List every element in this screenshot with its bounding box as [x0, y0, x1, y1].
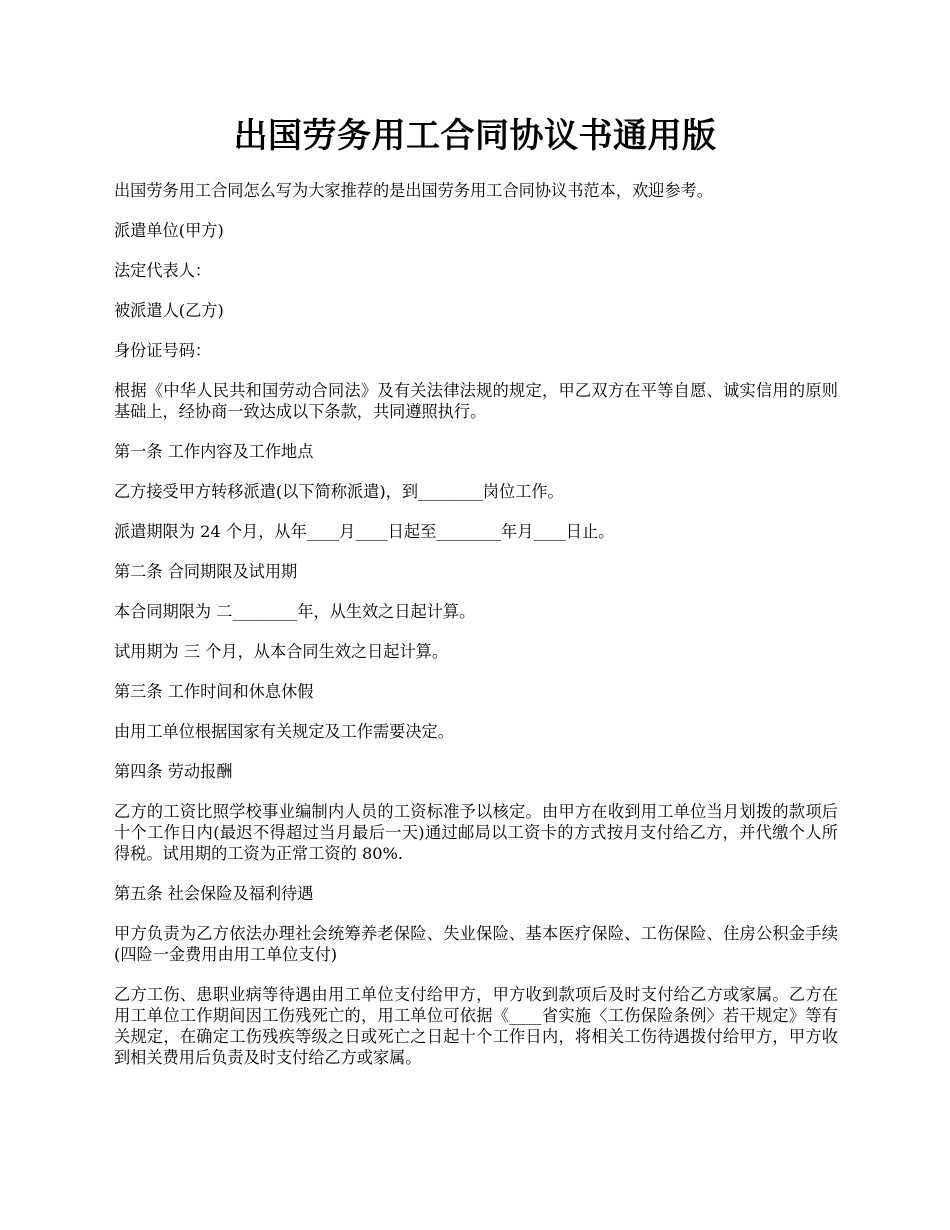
- article-4-content: 乙方的工资比照学校事业编制内人员的工资标准予以核定。由甲方在收到用工单位当月划拨的款项后十个工作日内(最迟不得超过当月最后一天)通过邮局以工资卡的方式按月支付给乙方，并代缴个人所得税。试用期的工资为正常工资的 80%.: [114, 802, 838, 863]
- article-2-heading: 第二条 合同期限及试用期: [114, 562, 298, 581]
- id-number-label: 身份证号码：: [114, 341, 212, 360]
- article-2-contract-term: 本合同期限为 二________年，从生效之日起计算。: [114, 602, 476, 621]
- article-1-position: 乙方接受甲方转移派遣(以下简称派遣)，到________岗位工作。: [114, 482, 564, 501]
- preamble-paragraph: 根据《中华人民共和国劳动合同法》及有关法律法规的规定，甲乙双方在平等自愿、诚实信用的原则基础上，经协商一致达成以下条款，共同遵照执行。: [114, 381, 838, 421]
- article-4-heading: 第四条 劳动报酬: [114, 762, 233, 781]
- article-1-term: 派遣期限为 24 个月，从年____月____日起至________年月____日止。: [114, 522, 615, 541]
- party-a-label: 派遣单位(甲方): [114, 221, 224, 240]
- article-3-heading: 第三条 工作时间和休息休假: [114, 682, 314, 701]
- article-5-heading: 第五条 社会保险及福利待遇: [114, 884, 314, 903]
- article-3-content: 由用工单位根据国家有关规定及工作需要决定。: [114, 722, 454, 741]
- article-5-insurance: 甲方负责为乙方依法办理社会统筹养老保险、失业保险、基本医疗保险、工伤保险、住房公积金手续(四险一金费用由用工单位支付): [114, 924, 838, 964]
- article-2-probation: 试用期为 三 个月，从本合同生效之日起计算。: [114, 642, 449, 661]
- document-body: [114, 180, 838, 1087]
- intro-paragraph: 出国劳务用工合同怎么写为大家推荐的是出国劳务用工合同协议书范本，欢迎参考。: [114, 181, 713, 200]
- document-title: 出国劳务用工合同协议书通用版: [233, 116, 717, 156]
- article-5-injury: 乙方工伤、患职业病等待遇由用工单位支付给甲方，甲方收到款项后及时支付给乙方或家属。乙方在用工单位工作期间因工伤残死亡的，用工单位可依据《____省实施〈工伤保险条例〉若干规定》等有关规定，在确定工伤残疾等级之日或死亡之日起十个工作日内，将相关工伤待遇拨付给甲方，甲方收到相关费用后负责及时支付给乙方或家属。: [114, 985, 838, 1067]
- legal-representative-label: 法定代表人：: [114, 261, 212, 280]
- party-b-label: 被派遣人(乙方): [114, 301, 224, 320]
- article-1-heading: 第一条 工作内容及工作地点: [114, 442, 314, 461]
